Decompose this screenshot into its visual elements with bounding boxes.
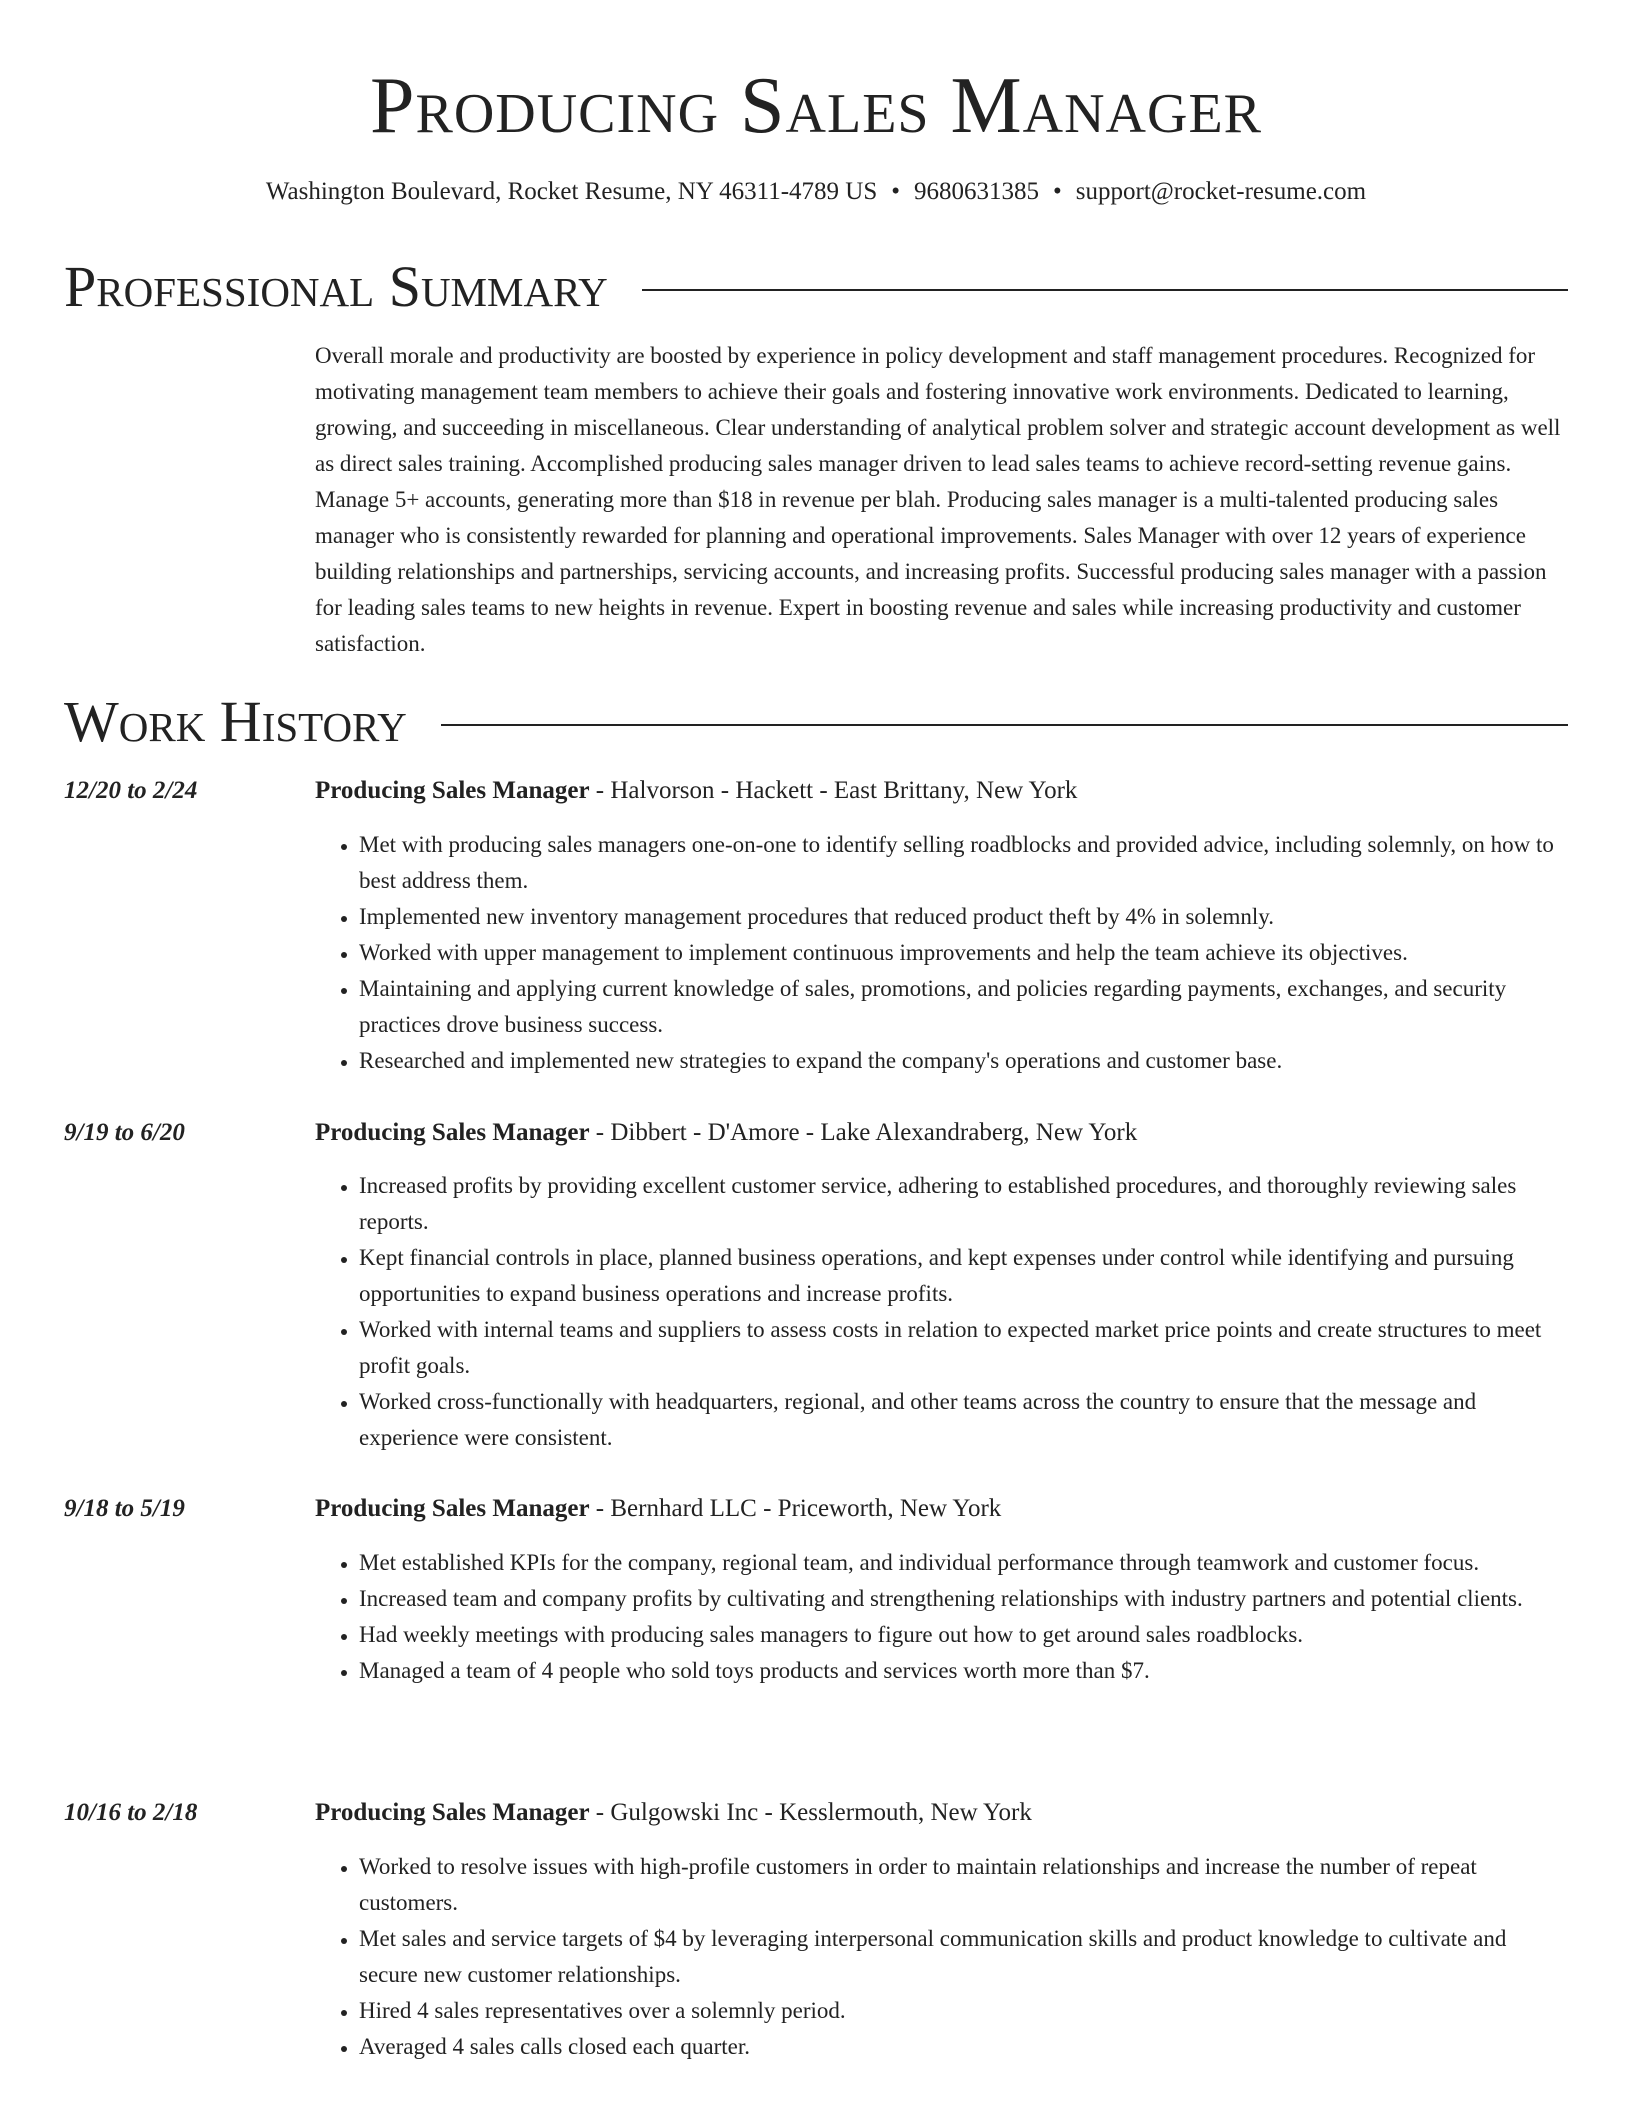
- job-bullet: • Worked to resolve issues with high-profile customers in order to maintain relationships and increase the number of repeat customers.: [359, 1849, 1568, 1921]
- job-bullets: [315, 1849, 1568, 2065]
- job-bullet: • Increased profits by providing excellent customer service, adhering to established procedures, and thoroughly reviewing sales reports.: [359, 1168, 1568, 1240]
- job-dates: 9/18 to 5/19: [64, 1495, 185, 1522]
- job-bullets: [315, 1545, 1568, 1689]
- summary-text: Overall morale and productivity are boosted by experience in policy development and staff management procedures. Recognized for motivating management team members to achieve their goals and fostering innovative work environments. Dedicated to learning, growing, and succeeding in miscellaneous. Clear understanding of analytical problem solver and strategic account development as well as direct sales training. Accomplished producing sales manager driven to lead sales teams to achieve record-setting revenue gains. Manage 5+ accounts, generating more than $18 in revenue per blah. Producing sales manager is a multi-talented producing sales manager who is consistently rewarded for planning and operational improvements. Sales Manager with over 12 years of experience building relationships and partnerships, servicing accounts, and increasing profits. Successful producing sales manager with a passion for leading sales teams to new heights in revenue. Expert in boosting revenue and sales while increasing productivity and customer satisfaction.: [315, 343, 1561, 656]
- job-employer: - Bernhard LLC - Priceworth, New York: [589, 1495, 1002, 1522]
- job-bullet: • Researched and implemented new strategies to expand the company's operations and customer base.: [359, 1043, 1568, 1079]
- job-bullet: • Maintaining and applying current knowledge of sales, promotions, and policies regarding payments, exchanges, and security practices drove business success.: [359, 971, 1568, 1043]
- job-role: Producing Sales Manager: [315, 1119, 590, 1146]
- job-role: Producing Sales Manager: [315, 777, 590, 804]
- job-role: Producing Sales Manager: [315, 1799, 590, 1826]
- job-bullet: • Kept financial controls in place, planned business operations, and kept expenses under control while identifying and pursuing opportunities to expand business operations and increase profits.: [359, 1240, 1568, 1312]
- summary-heading: Professional Summary: [64, 254, 608, 319]
- work-history-section-header: [64, 689, 1568, 755]
- job-bullet: • Averaged 4 sales calls closed each quarter.: [359, 2029, 1568, 2065]
- job-role: Producing Sales Manager: [315, 1495, 590, 1522]
- job-bullet: • Worked with internal teams and suppliers to assess costs in relation to expected market price points and create structures to meet profit goals.: [359, 1312, 1568, 1384]
- job-bullet: • Hired 4 sales representatives over a solemnly period.: [359, 1993, 1568, 2029]
- job-bullet: • Worked with upper management to implement continuous improvements and help the team achieve its objectives.: [359, 935, 1568, 971]
- contact-email: support@rocket-resume.com: [1075, 178, 1367, 205]
- job-bullet: • Had weekly meetings with producing sales managers to figure out how to get around sales roadblocks.: [359, 1617, 1568, 1653]
- job-bullet: • Met sales and service targets of $4 by leveraging interpersonal communication skills and product knowledge to cultivate and secure new customer relationships.: [359, 1921, 1568, 1993]
- job-employer: - Dibbert - D'Amore - Lake Alexandraberg, New York: [589, 1119, 1138, 1146]
- job-dates: 10/16 to 2/18: [64, 1799, 198, 1826]
- job-title-line: [315, 1116, 1137, 1150]
- job-bullet: • Worked cross-functionally with headquarters, regional, and other teams across the country to ensure that the message and experience were consistent.: [359, 1384, 1568, 1456]
- job-employer: - Halvorson - Hackett - East Brittany, New York: [589, 777, 1078, 804]
- summary-section-header: [64, 254, 1568, 320]
- job-employer: - Gulgowski Inc - Kesslermouth, New York: [589, 1799, 1032, 1826]
- job-dates: 12/20 to 2/24: [64, 777, 198, 804]
- job-bullet: • Increased team and company profits by cultivating and strengthening relationships with industry partners and potential clients.: [359, 1581, 1568, 1617]
- contact-phone: 9680631385: [914, 178, 1040, 205]
- work-history-heading: Work History: [64, 689, 407, 754]
- contact-line: [64, 176, 1568, 208]
- candidate-name: Producing Sales Manager: [370, 62, 1262, 150]
- resume-page: [64, 0, 1568, 2059]
- job-title-line: [315, 1796, 1032, 1830]
- job-bullets: [315, 1168, 1568, 1456]
- contact-separator: •: [1053, 178, 1062, 205]
- contact-separator: •: [891, 178, 901, 205]
- job-title-line: [315, 774, 1077, 808]
- job-bullets: [315, 827, 1568, 1079]
- job-title-line: [315, 1492, 1001, 1526]
- job-bullet: • Managed a team of 4 people who sold toys products and services worth more than $7.: [359, 1653, 1568, 1689]
- job-bullet: • Met with producing sales managers one-on-one to identify selling roadblocks and provided advice, including solemnly, on how to best address them.: [359, 827, 1568, 899]
- job-bullet: • Met established KPIs for the company, regional team, and individual performance through teamwork and customer focus.: [359, 1545, 1568, 1581]
- section-divider: [441, 724, 1568, 726]
- contact-address: Washington Boulevard, Rocket Resume, NY 46311-4789 US: [265, 178, 878, 205]
- job-bullet: • Implemented new inventory management procedures that reduced product theft by 4% in solemnly.: [359, 899, 1568, 935]
- job-dates: 9/19 to 6/20: [64, 1119, 185, 1146]
- section-divider: [642, 289, 1568, 291]
